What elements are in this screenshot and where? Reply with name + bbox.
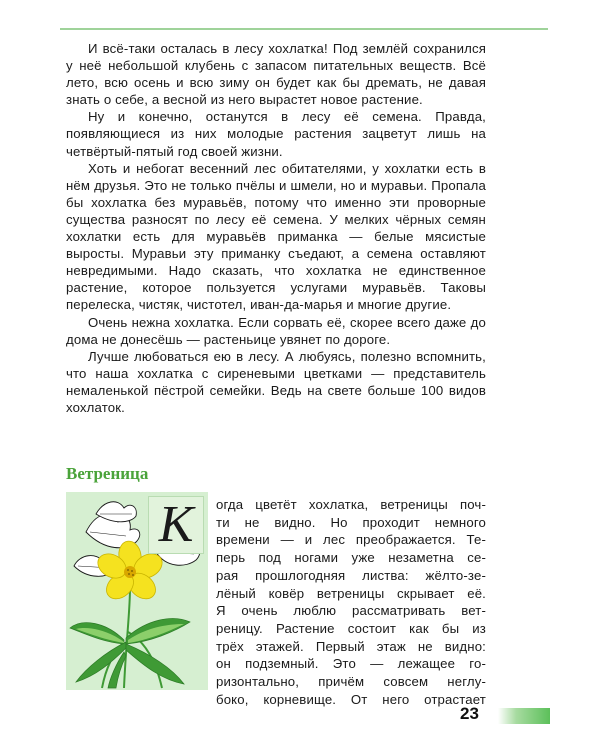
paragraph-5: Лучше любоваться ею в лесу. А любуясь, полезно вспомнить, что наша хохлатка с сиреневыми цветками — представитель немаленькой пёстрой семейки. Ведь на свете больше 100 видов хохлаток.: [66, 348, 486, 415]
text-line: перь под ногами уже незаметна се-: [216, 550, 486, 566]
page-number: 23: [460, 704, 479, 723]
text-line: Я очень люблю рассматривать вет-: [216, 603, 486, 619]
text-line: огда цветёт хохлатка, ветреницы поч-: [216, 497, 486, 512]
text-line: он подземный. Это — лежащее го-: [216, 656, 486, 672]
drop-cap: К: [158, 496, 194, 553]
text-line: лёный ковёр ветреницы скрывает её.: [216, 585, 486, 601]
text-line: боко, корневище. От него отрастает: [216, 691, 486, 707]
section-text: [216, 496, 486, 708]
paragraph-3: Хоть и небогат весенний лес обитателями, у хохлатки есть в нём друзья. Это не только пчёлы и шмели, но и муравьи. Пропала бы хохлатка без муравьёв, потому что именно эти проворные существа разносят по лесу её семена. У мелких чёрных семян хохлатки есть для муравьёв приманка — белые мясистые выросты. Муравьи эту приманку съедают, а семена оставляют невредимыми. Надо сказать, что хохлатка не единственное растение, которое пользуется услугами муравьёв. Таковы перелеска, чистяк, чистотел, иван-да-марья и многие другие.: [66, 160, 486, 313]
drop-cap-box: [148, 496, 204, 554]
paragraph-1: И всё-таки осталась в лесу хохлатка! Под землёй сохранился у неё небольшой клубень с запасом питательных веществ. Всё лето, всю осень и всю зиму он будет как бы дремать, не давая знать о себе, а весной из него вырастет новое растение.: [66, 41, 486, 108]
text-line: рая прошлогодняя листва: жёлто-зе-: [216, 567, 486, 583]
page-number-bar: [498, 708, 550, 724]
text-line: ризонтально, причём совсем неглу-: [216, 674, 486, 690]
paragraph-4: Очень нежна хохлатка. Если сорвать её, скорее всего даже до дома не донесёшь — растеньице увянет по дороге.: [66, 314, 486, 347]
text-line: реницу. Растение состоит как бы из: [216, 620, 486, 636]
text-line: времени — и лес преображается. Те-: [216, 532, 486, 548]
main-text: [66, 40, 486, 416]
top-rule: [60, 28, 548, 30]
section-heading: Ветреница: [66, 464, 149, 483]
text-line: ти не видно. Но проходит немного: [216, 514, 486, 530]
paragraph-2: Ну и конечно, останутся в лесу её семена. Правда, появляющиеся из них молодые растения зацветут лишь на четвёртый-пятый год своей жизни.: [66, 109, 486, 159]
text-line: трёх этажей. Первый этаж не видно:: [216, 638, 486, 654]
